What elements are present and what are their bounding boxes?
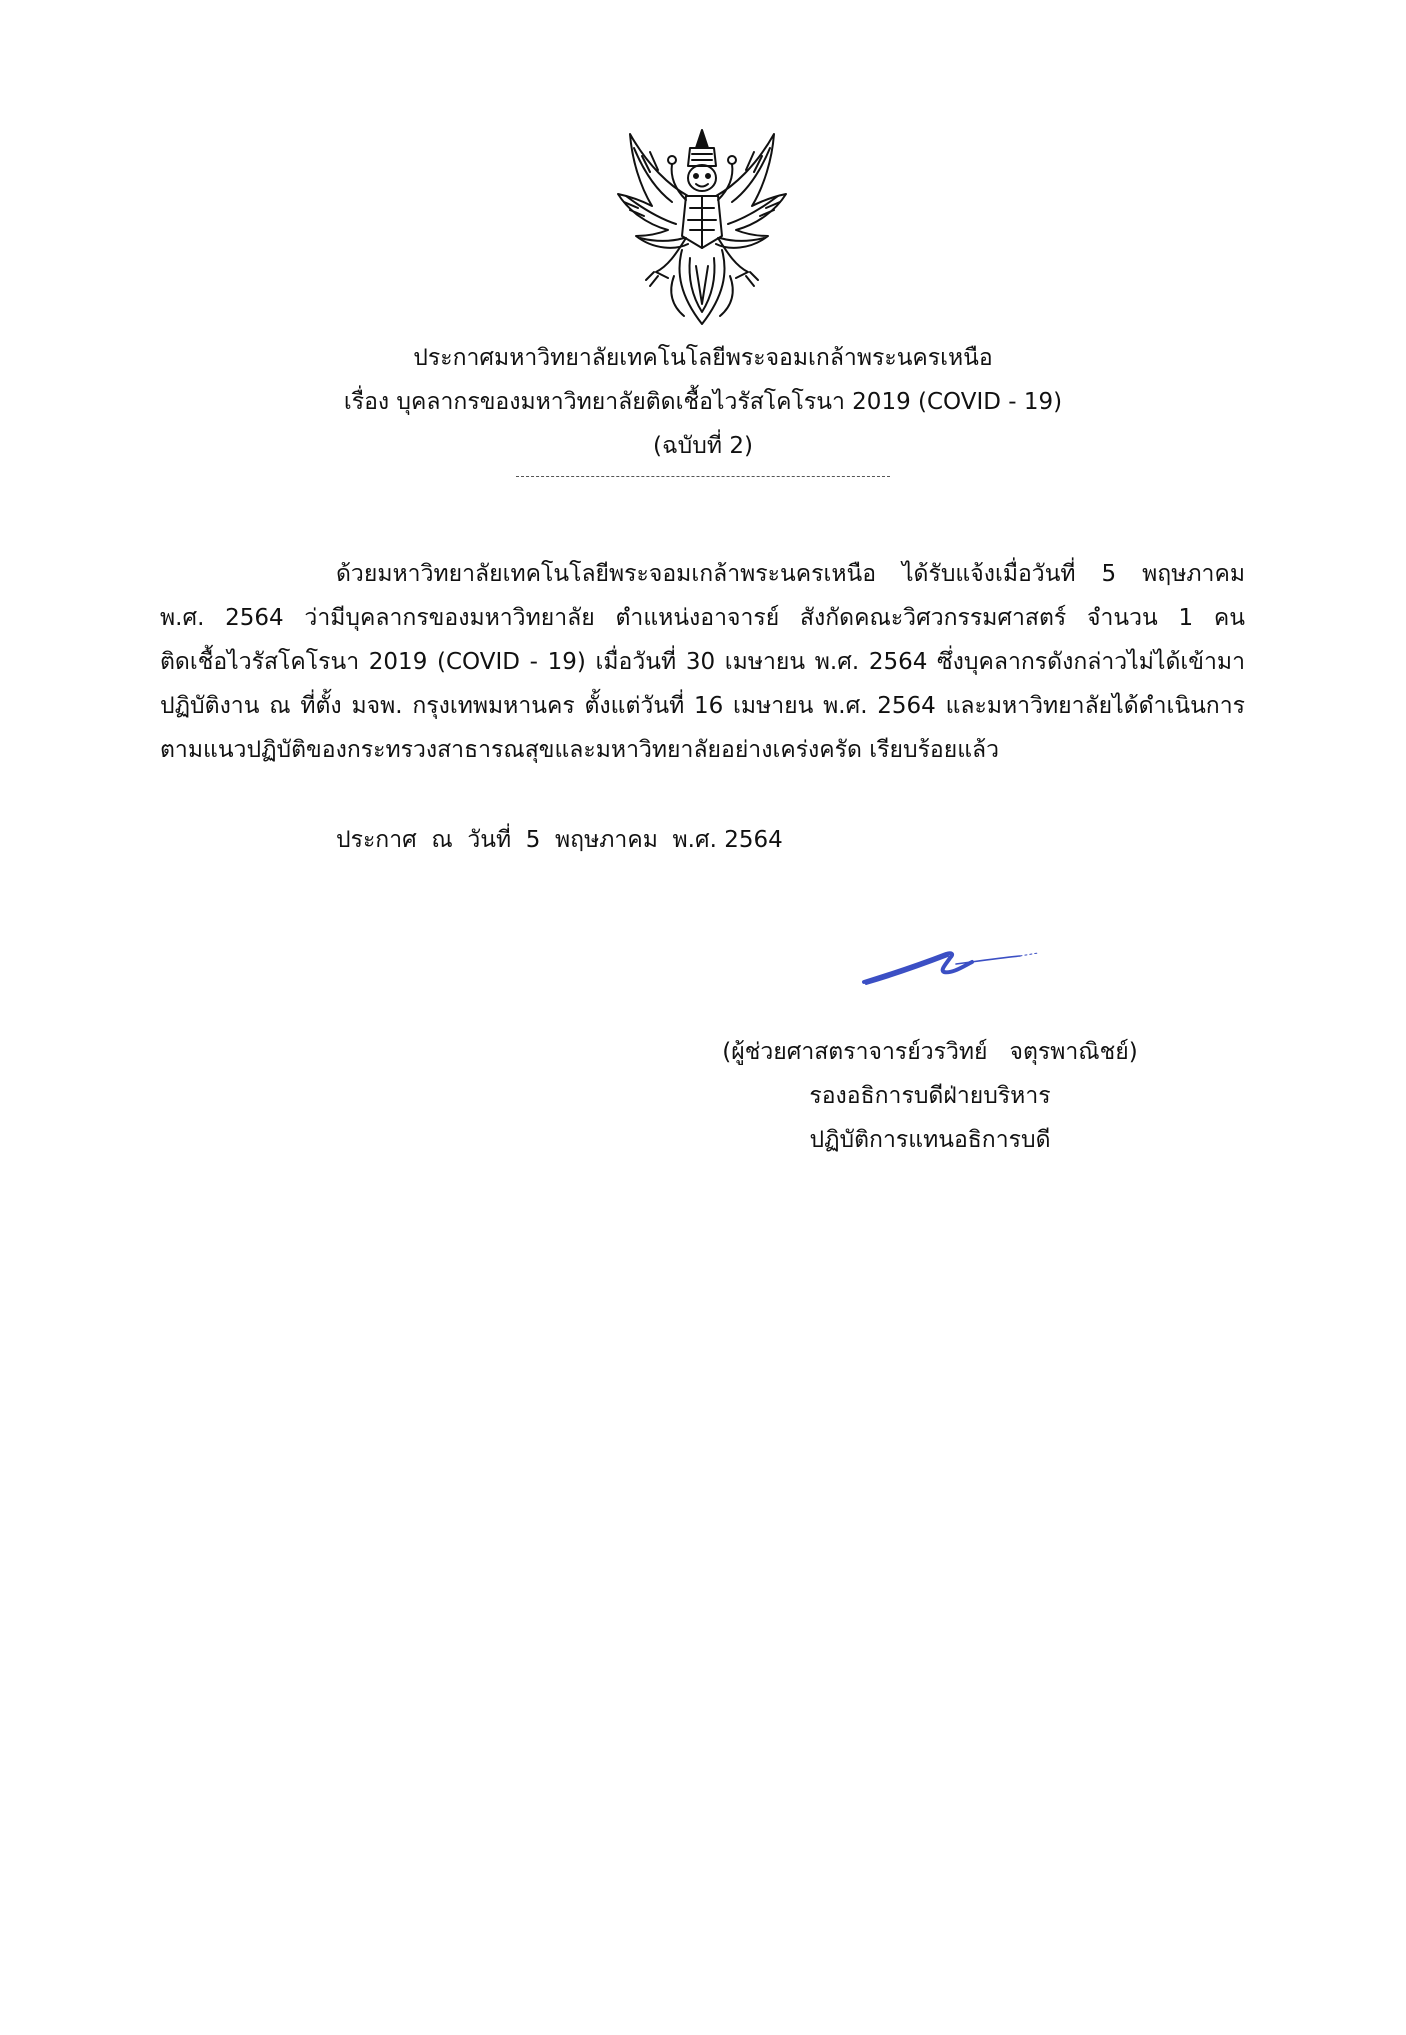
announcement-date: ประกาศ ณ วันที่ 5 พฤษภาคม พ.ศ. 2564 (336, 827, 783, 853)
body-line: พ.ศ. 2564 ว่ามีบุคลากรของมหาวิทยาลัย ตำแหน่งอาจารย์ สังกัดคณะวิศวกรรมศาสตร์ จำนวน 1 คน (160, 605, 1245, 631)
issuer-title: ประกาศมหาวิทยาลัยเทคโนโลยีพระจอมเกล้าพระนครเหนือ (413, 345, 993, 371)
edition-number: (ฉบับที่ 2) (653, 433, 753, 459)
signer-position: รองอธิการบดีฝ่ายบริหาร (809, 1083, 1051, 1109)
signer-acting-role: ปฏิบัติการแทนอธิการบดี (809, 1127, 1051, 1153)
body-line: ตามแนวปฏิบัติของกระทรวงสาธารณสุขและมหาวิทยาลัยอย่างเคร่งครัด เรียบร้อยแล้ว (160, 737, 1000, 763)
signer-block (680, 1030, 1180, 1162)
signer-name: (ผู้ช่วยศาสตราจารย์วรวิทย์ จตุรพาณิชย์) (722, 1039, 1138, 1065)
subject-line: เรื่อง บุคลากรของมหาวิทยาลัยติดเชื้อไวรัสโคโรนา 2019 (COVID - 19) (343, 389, 1063, 415)
handwritten-signature (860, 940, 1040, 990)
announcement-header (0, 336, 1406, 468)
body-line: ด้วยมหาวิทยาลัยเทคโนโลยีพระจอมเกล้าพระนครเหนือ ได้รับแจ้งเมื่อวันที่ 5 พฤษภาคม (336, 561, 1245, 587)
announcement-body (160, 552, 1245, 772)
body-line: ปฏิบัติงาน ณ ที่ตั้ง มจพ. กรุงเทพมหานคร ตั้งแต่วันที่ 16 เมษายน พ.ศ. 2564 และมหาวิทยาลัยได้ดำเนินการ (160, 693, 1245, 719)
body-line: ติดเชื้อไวรัสโคโรนา 2019 (COVID - 19) เมื่อวันที่ 30 เมษายน พ.ศ. 2564 ซึ่งบุคลากรดังกล่าวไม่ได้เข้ามา (160, 649, 1245, 675)
garuda-emblem-icon (610, 126, 794, 328)
header-divider (516, 476, 890, 477)
